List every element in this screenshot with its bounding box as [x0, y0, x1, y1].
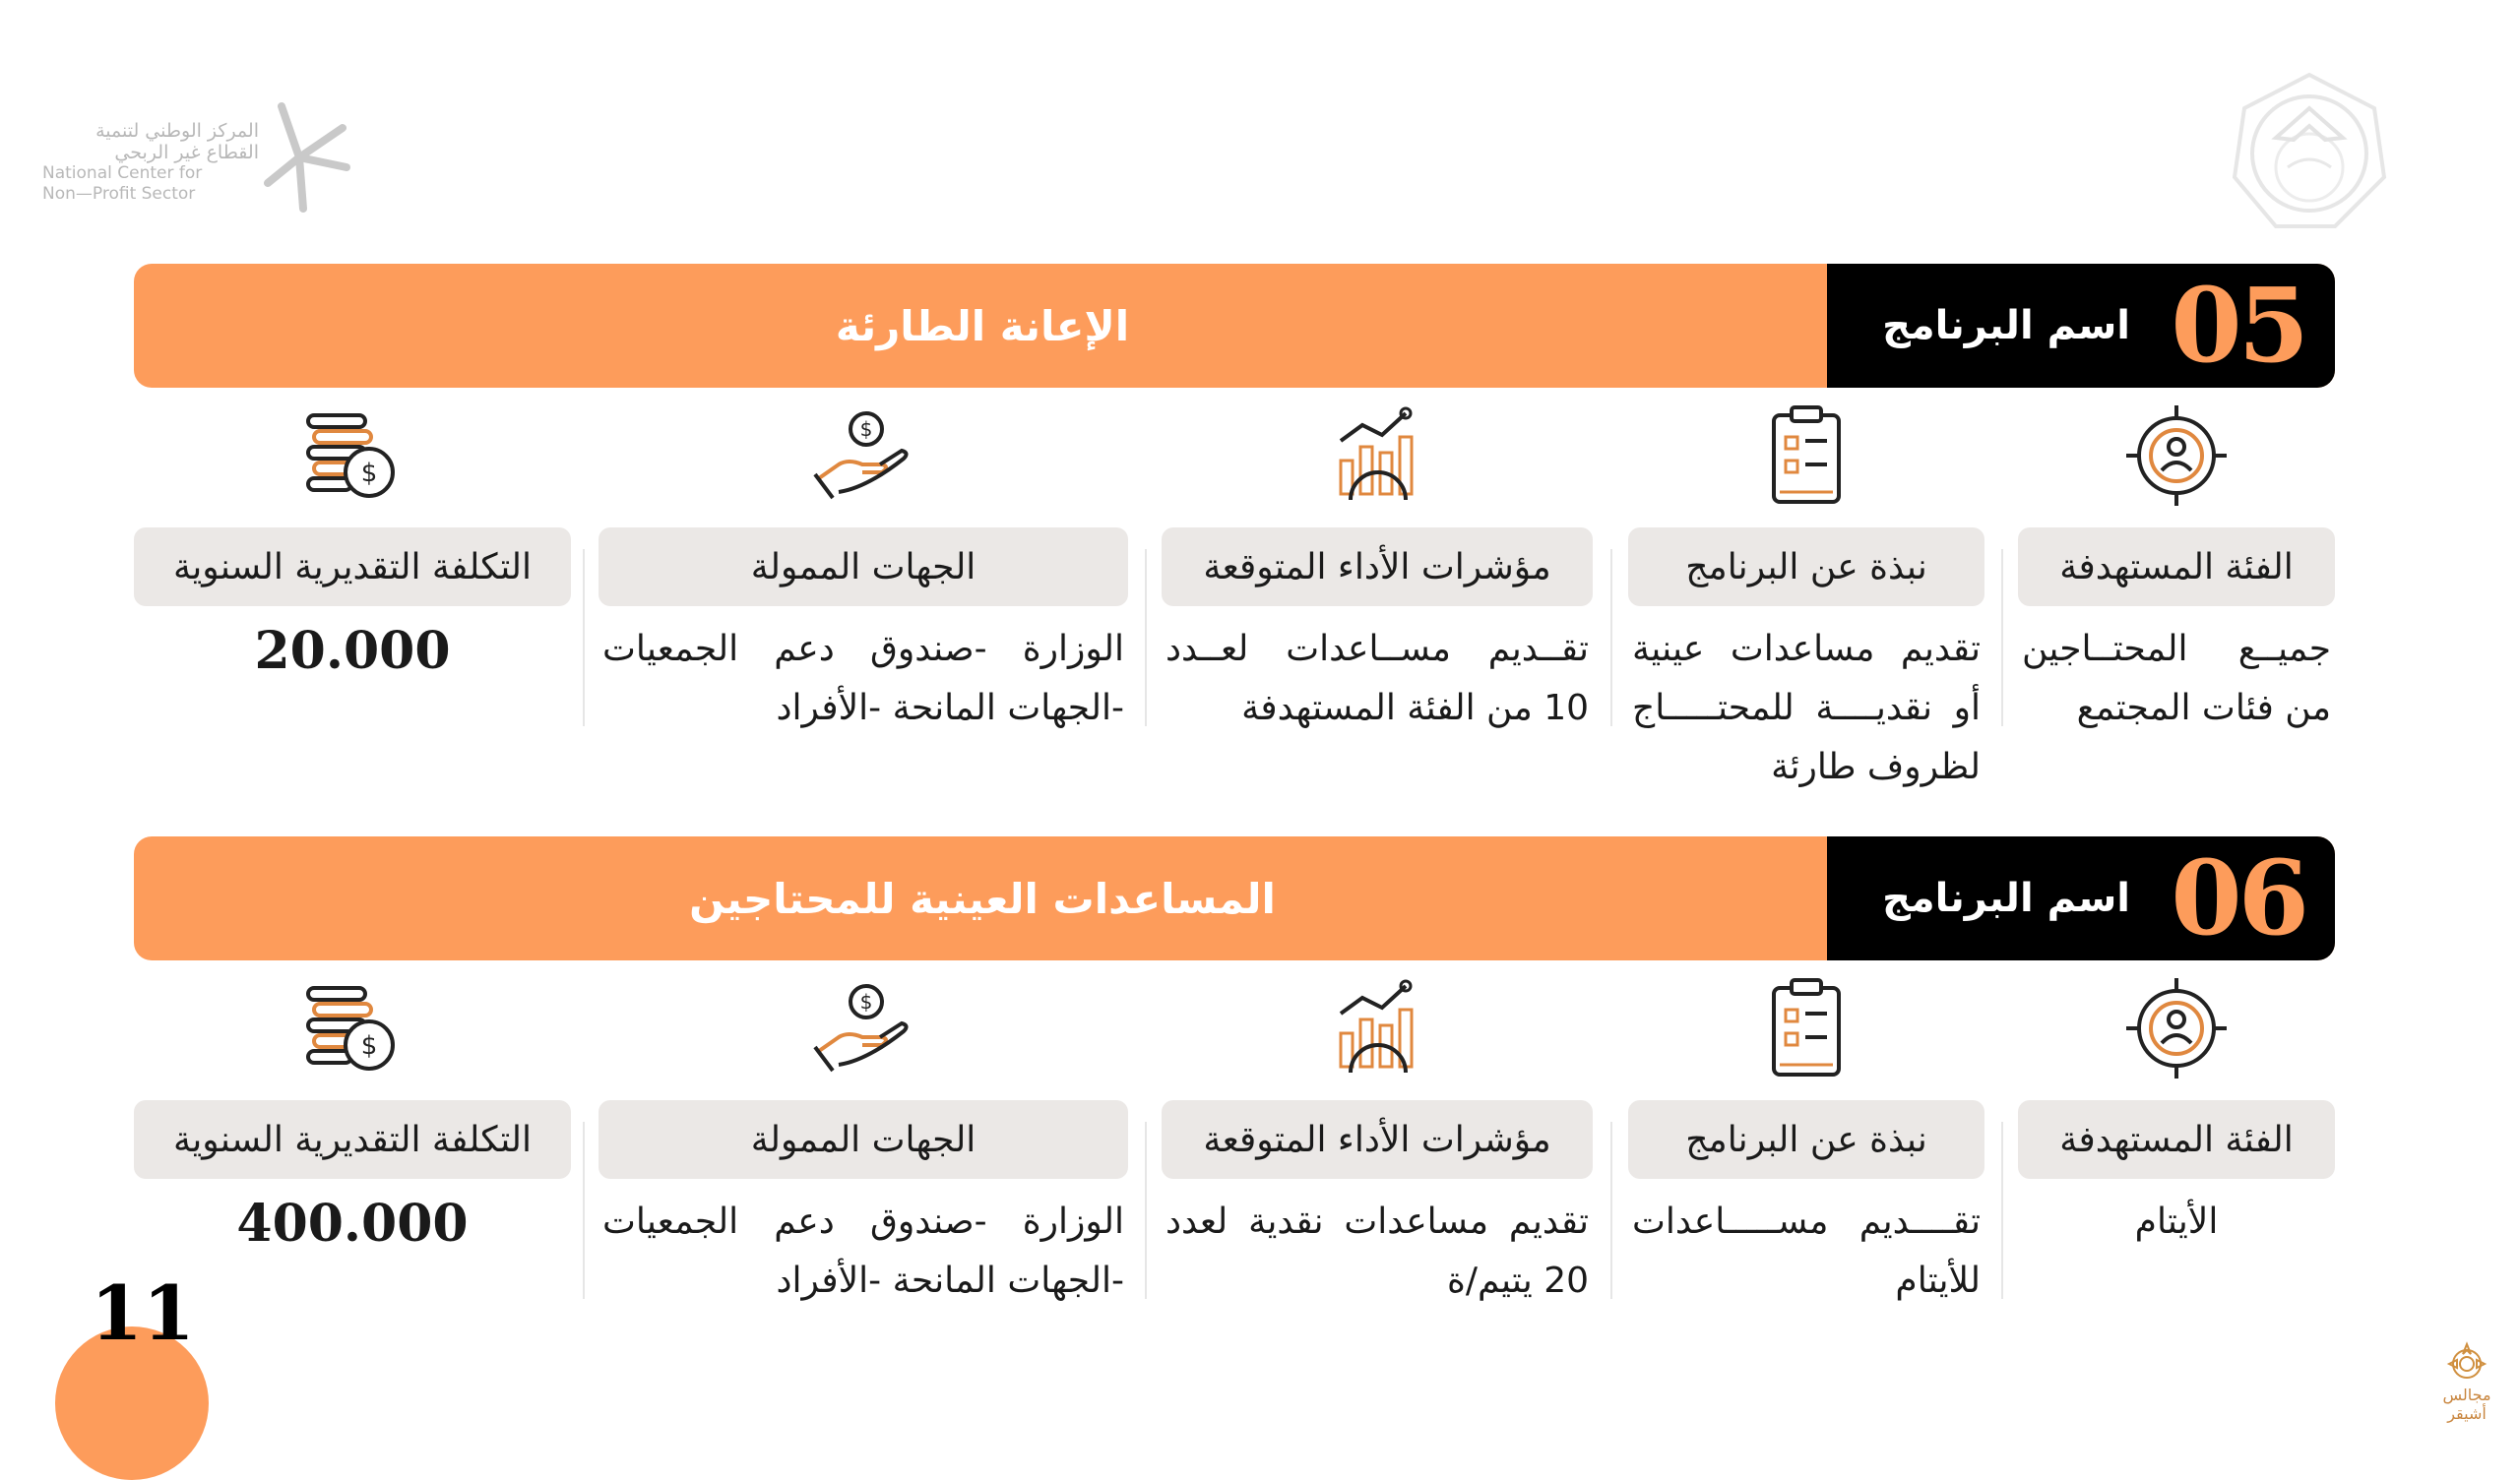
column-divider: [1145, 1122, 1147, 1299]
page-number: 11: [91, 1269, 195, 1357]
hand-coin-icon: [809, 401, 917, 510]
column-divider: [1145, 549, 1147, 726]
logo-en-line1: National Center for: [42, 163, 203, 183]
column-header: نبذة عن البرنامج: [1628, 527, 1984, 606]
coins-stack-icon: [298, 401, 407, 510]
svg-text:$: $: [859, 417, 873, 441]
column-divider: [583, 1122, 585, 1299]
clipboard-checklist-icon: [1752, 401, 1860, 510]
program-banner: [134, 264, 2335, 388]
charity-seal-logo: [2227, 69, 2392, 234]
column-body: تقــــديم مســـــاعدات للأيتام: [1632, 1202, 1981, 1301]
star-mark-icon: [264, 98, 352, 216]
logo-ar-line1: المركز الوطني لتنمية: [95, 120, 259, 142]
program-name: الإعانة الطارئة: [835, 301, 1130, 350]
column-body: تقديم مساعدات عينية أو نقديــــة للمحتـــــاج لظروف طارئة: [1632, 629, 1981, 787]
coins-stack-icon: [298, 974, 407, 1082]
program-banner: [134, 836, 2335, 960]
program-label-box: [1827, 264, 2335, 388]
performance-chart-icon: [1323, 401, 1431, 510]
logo-en-line2: Non—Profit Sector: [42, 184, 196, 204]
column-body: تقــديم مســاعدات لعــدد 10 من الفئة المستهدفة: [1166, 629, 1589, 728]
column-header: مؤشرات الأداء المتوقعة: [1162, 527, 1593, 606]
column-header: الجهات الممولة: [598, 527, 1128, 606]
program-name-label: اسم البرنامج: [1882, 876, 2130, 921]
column-header: مؤشرات الأداء المتوقعة: [1162, 1100, 1593, 1179]
performance-chart-icon: [1323, 974, 1431, 1082]
column-header: التكلفة التقديرية السنوية: [134, 1100, 571, 1179]
column-body: 20.000: [254, 621, 451, 681]
logo-ar-line2: القطاع غير الربحي: [114, 142, 259, 163]
column-body: الوزارة -صندوق دعم الجمعيات -الجهات المانحة -الأفراد: [602, 1202, 1124, 1301]
column-header: الجهات الممولة: [598, 1100, 1128, 1179]
program-number: 05: [2171, 265, 2305, 386]
hand-coin-icon: [809, 974, 917, 1082]
ornament-icon: [2427, 1340, 2506, 1386]
charity-seal-icon: [2227, 69, 2392, 234]
program-label-box: [1827, 836, 2335, 960]
bottom-right-logo-text: مجالس أشيقر: [2442, 1386, 2491, 1423]
svg-text:$: $: [859, 990, 873, 1014]
program-name: المساعدات العينية للمحتاجين: [689, 874, 1276, 923]
column-body: الوزارة -صندوق دعم الجمعيات -الجهات المانحة -الأفراد: [602, 629, 1124, 728]
program-number: 06: [2171, 837, 2305, 958]
column-body: جميــع المحتــاجين من فئات المجتمع: [2022, 629, 2331, 728]
column-header: نبذة عن البرنامج: [1628, 1100, 1984, 1179]
column-body: تقديم مساعدات نقدية لعدد 20 يتيم/ة: [1166, 1202, 1589, 1301]
target-person-icon: [2122, 401, 2231, 510]
column-divider: [2001, 549, 2003, 726]
column-header: الفئة المستهدفة: [2018, 527, 2335, 606]
column-header: الفئة المستهدفة: [2018, 1100, 2335, 1179]
target-person-icon: [2122, 974, 2231, 1082]
column-divider: [1610, 549, 1612, 726]
svg-text:$: $: [360, 1031, 378, 1061]
svg-text:$: $: [360, 459, 378, 488]
logo-text: [42, 120, 259, 205]
column-divider: [1610, 1122, 1612, 1299]
column-header: التكلفة التقديرية السنوية: [134, 527, 571, 606]
program-name-label: اسم البرنامج: [1882, 303, 2130, 348]
column-divider: [583, 549, 585, 726]
majalis-ushaiqer-logo: [2427, 1340, 2506, 1423]
column-divider: [2001, 1122, 2003, 1299]
column-body: 400.000: [236, 1194, 469, 1254]
clipboard-checklist-icon: [1752, 974, 1860, 1082]
column-body: الأيتام: [2134, 1202, 2219, 1242]
national-center-logo: [42, 98, 352, 216]
